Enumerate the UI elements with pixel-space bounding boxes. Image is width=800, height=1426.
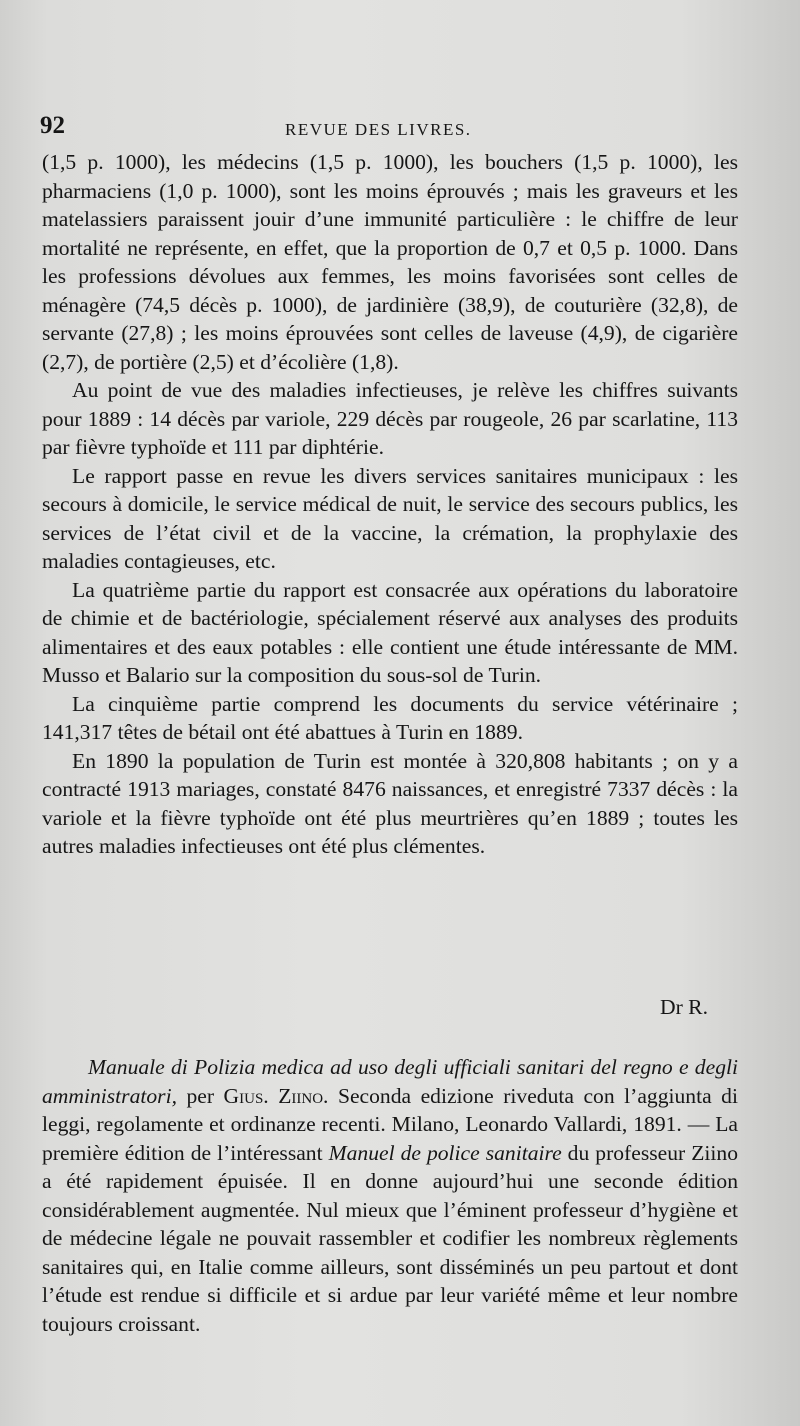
book-review: [42, 1053, 738, 1338]
paragraph: Le rapport passe en revue les divers services sanitaires municipaux : les secours à domicile, le service médical de nuit, le service des secours publics, les services de l’état civil et de la vaccine, la crémation, la prophylaxie des maladies contagieuses, etc.: [42, 463, 738, 573]
review-by: per: [176, 1083, 224, 1108]
review-book-title: Manuale di Polizia medica ad uso degli ufficiali sanitari del regno e degli amministratori,: [42, 1055, 738, 1108]
review-author: Gius. Ziino.: [223, 1083, 329, 1108]
review-text-b: du professeur Ziino a été rapidement épuisée. Il en donne aujourd’hui une seconde édition considérablement augmentée. Nul mieux que l’éminent professeur d’hygiène et de médecine légale ne pouvait rassembler et codifier les nombreux règlements sanitaires qui, en Italie comme ailleurs, sont disséminés un peu partout et dont l’étude est rendue si difficile et si ardue par leur variété même et leur nombre toujours croissant.: [42, 1140, 738, 1336]
review-french-title: Manuel de police sanitaire: [328, 1140, 562, 1165]
signature: Dr R.: [660, 995, 708, 1019]
paragraph: En 1890 la population de Turin est montée à 320,808 habitants ; on y a contracté 1913 mariages, constaté 8476 naissances, et enregistré 7337 décès : la variole et la fièvre typhoïde ont été plus meurtrières qu’en 1889 ; toutes les autres maladies infectieuses ont été plus clémentes.: [42, 748, 738, 858]
running-title: REVUE DES LIVRES.: [285, 120, 472, 139]
page-header: [40, 112, 740, 152]
paragraph: (1,5 p. 1000), les médecins (1,5 p. 1000), les bouchers (1,5 p. 1000), les pharmaciens (1,0 p. 1000), sont les moins éprouvés ; mais les graveurs et les matelassiers paraissent jouir d’une immunité particulière : le chiffre de leur mortalité ne représente, en effet, que la proportion de 0,7 et 0,5 p. 1000. Dans les professions dévolues aux femmes, les moins favorisées sont celles de ménagère (74,5 décès p. 1000), de jardinière (38,9), de couturière (32,8), de servante (27,8) ; les moins éprouvées sont celles de laveuse (4,9), de cigarière (2,7), de portière (2,5) et d’écolière (1,8).: [42, 150, 738, 374]
page-number: 92: [40, 112, 65, 139]
paragraph: Au point de vue des maladies infectieuses, je relève les chiffres suivants pour 1889 : 14 décès par variole, 229 décès par rougeole, 26 par scarlatine, 113 par fièvre typhoïde et 111 par diphtérie.: [42, 378, 738, 459]
review-text-a: Seconda edizione riveduta con l’aggiunta di leggi, regolamente et ordinanze recenti. Milano, Leonardo Vallardi, 1891. — La première édition de l’intéressant: [42, 1083, 738, 1165]
paragraph: La quatrième partie du rapport est consacrée aux opérations du laboratoire de chimie et de bactériologie, spécialement réservé aux analyses des produits alimentaires et des eaux potables : elle contient une étude intéressante de MM. Musso et Balario sur la composition du sous-sol de Turin.: [42, 577, 738, 687]
article-body: [42, 148, 738, 861]
paragraph: La cinquième partie comprend les documents du service vétérinaire ; 141,317 têtes de bétail ont été abattues à Turin en 1889.: [42, 691, 738, 744]
